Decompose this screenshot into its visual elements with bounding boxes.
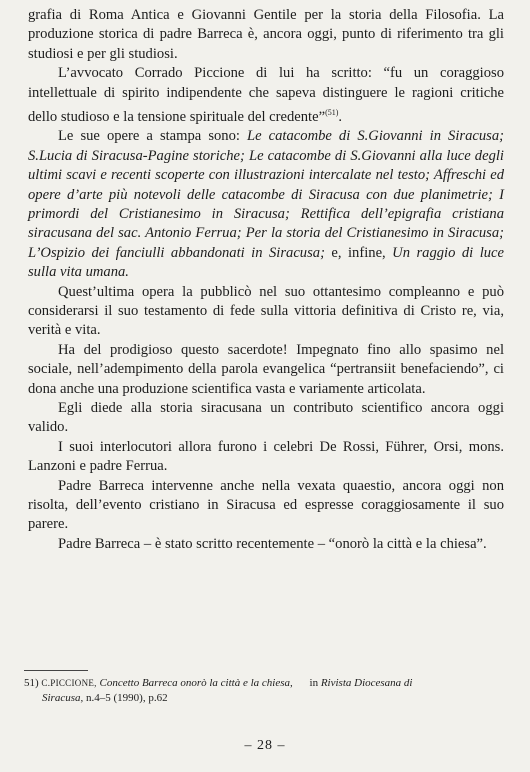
paragraph-4: Quest’ultima opera la pubblicò nel suo ottantesimo compleanno e può considerarsi il suo testamento di fede sulla vittoria definitiva di Cristo re, via, verità e vita. bbox=[28, 283, 504, 339]
works-last: Un raggio di luce sulla vita umana. bbox=[28, 244, 504, 281]
paragraph-8: Padre Barreca intervenne anche nella vexata quaestio, ancora oggi non risolta, dell’evento cristiano in Siracusa ed espresse coraggiosamente il suo parere. bbox=[28, 477, 504, 533]
footnote-journal-city: Siracusa, bbox=[42, 692, 84, 704]
body-text bbox=[28, 6, 504, 554]
paragraph-3 bbox=[28, 127, 504, 282]
paragraph-2: L’avvocato Corrado Piccione di lui ha scritto: “fu un coraggioso intellettuale di spirito indipendente che sapeva distinguere le ragioni critiche dello studioso e la tensione spirituale del credente”$^{(51)}$. bbox=[28, 65, 504, 125]
footnote-author: C.PICCIONE, bbox=[41, 678, 97, 688]
footnote-line-1 bbox=[24, 676, 500, 691]
footnote-ref: (51) bbox=[325, 108, 339, 118]
footnote-journal: Rivista Diocesana di bbox=[320, 677, 413, 689]
quote-piccione: L’avvocato Corrado Piccione di lui ha scritto: “fu un coraggioso intellettuale di spirito indipendente che sapeva distinguere le ragioni critiche dello studioso e la tensione spirituale del credente” bbox=[28, 65, 504, 125]
footnote-number: 51) bbox=[24, 677, 39, 689]
page-number: – 28 – bbox=[244, 738, 286, 753]
works-mid: e, infine, bbox=[324, 244, 393, 261]
paragraph-5: Ha del prodigioso questo sacerdote! Impegnato fino allo spasimo nel sociale, nell’adempimento della parola evangelica “pertransiit benefaciendo”, ci dona anche una produzione scientifica vasta e variamente articolata. bbox=[28, 341, 504, 397]
works-list: Le catacombe di S.Giovanni in Siracusa; S.Lucia di Siracusa-Pagine storiche; Le catacombe di S.Giovanni alla luce degli ultimi scavi e recenti scoperte con illustrazioni intercalate nel testo; Affreschi ed opere d’arte più notevoli delle catacombe di Siracusa con due planimetrie; I primordi del Cristianesimo in Siracusa; Rettifica dell’epigrafia cristiana siracusana del sac. Antonio Ferrua; Per la storia del Cristianesimo in Siracusa; L’Ospizio dei fanciulli abbandonati in Siracusa; bbox=[28, 128, 504, 261]
footnote-divider bbox=[24, 670, 88, 671]
footnote bbox=[24, 676, 500, 706]
footnote-details: n.4–5 (1990), p.62 bbox=[86, 692, 168, 704]
works-intro: Le sue opere a stampa sono: bbox=[58, 128, 248, 145]
footnote-in: in bbox=[309, 677, 319, 689]
paragraph-7: I suoi interlocutori allora furono i celebri De Rossi, Führer, Orsi, mons. Lanzoni e padre Ferrua. bbox=[28, 438, 504, 475]
paragraph-1: grafia di Roma Antica e Giovanni Gentile per la storia della Filosofia. La produzione storica di padre Barreca è, ancora oggi, punto di riferimento tra gli studiosi e per gli studiosi. bbox=[28, 7, 504, 62]
paragraph-9: Padre Barreca – è stato scritto recentemente – “onorò la città e la chiesa”. bbox=[58, 535, 487, 552]
footnote-line-2 bbox=[24, 691, 500, 706]
footnote-title: Concetto Barreca onorò la città e la chiesa, bbox=[99, 677, 293, 689]
paragraph-6: Egli diede alla storia siracusana un contributo scientifico ancora oggi valido. bbox=[28, 399, 504, 436]
